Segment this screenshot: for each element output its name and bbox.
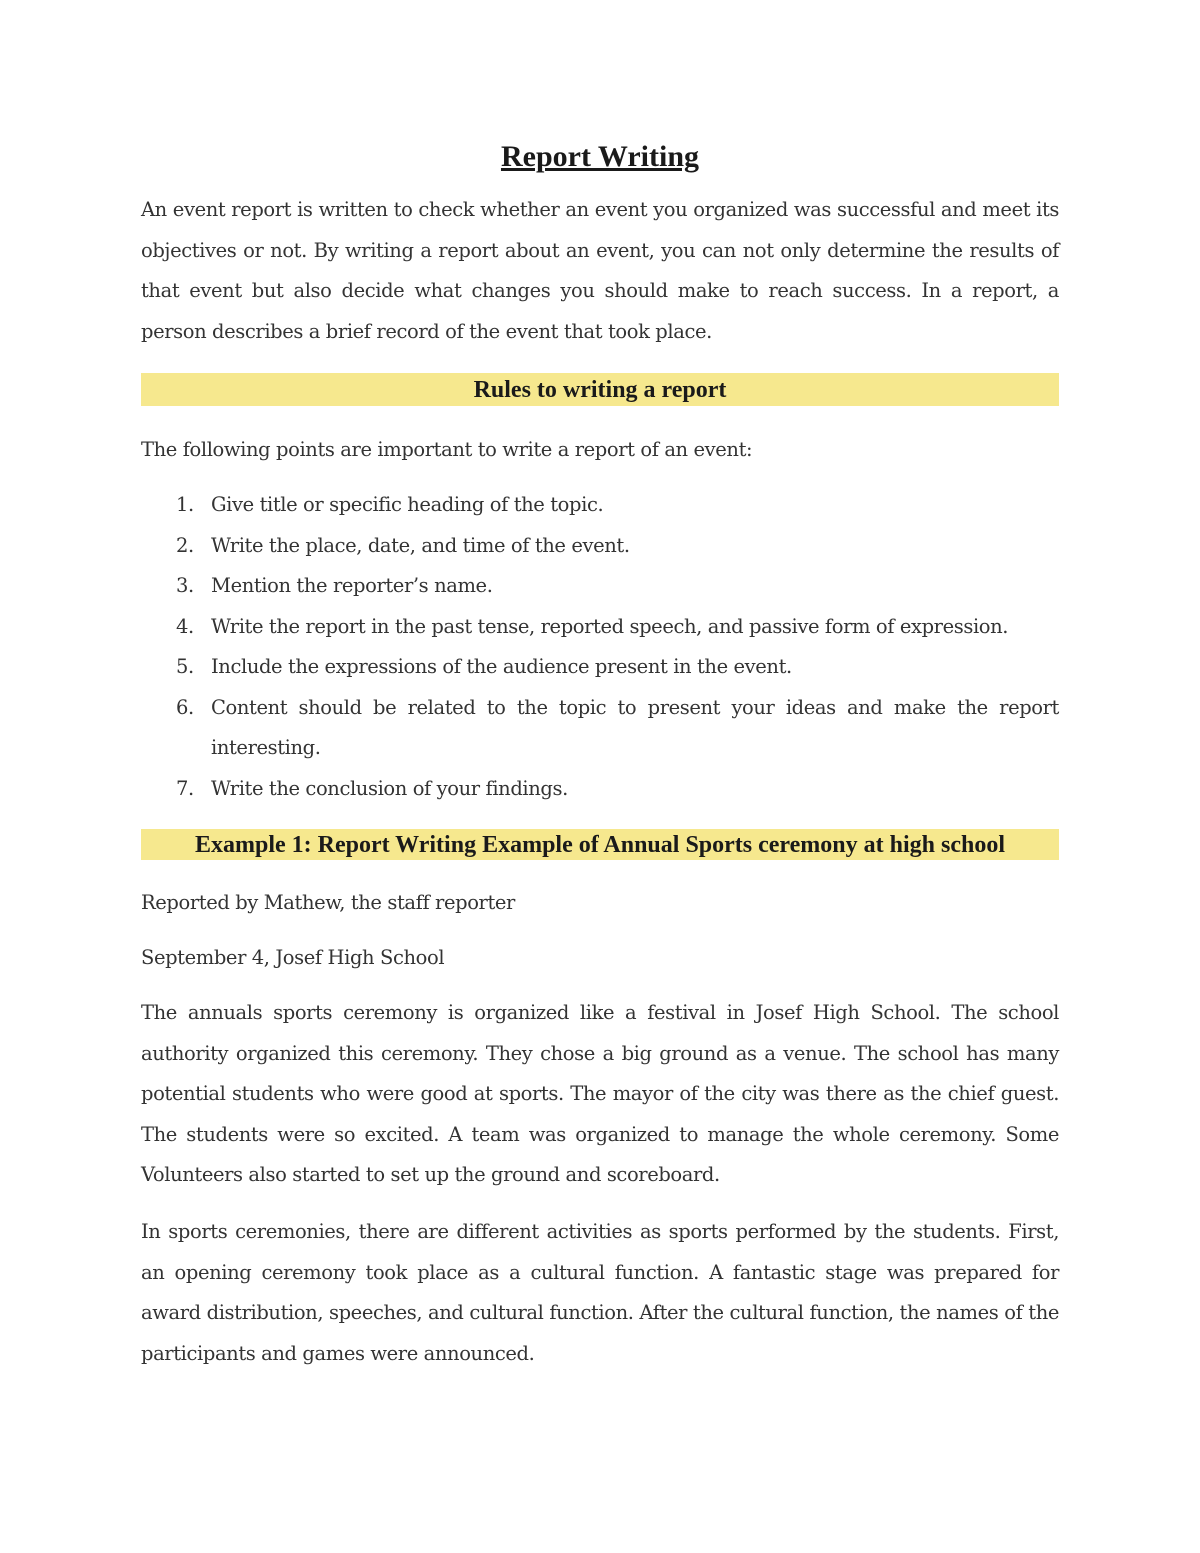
example-paragraph-2: In sports ceremonies, there are different activities as sports performed by the students. First, an opening ceremony took place as a cultural function. A fantastic stage was prepared for award distribution, speeches, and cultural function. After the cultural function, the names of the participants and games were announced. — [141, 1220, 1059, 1365]
list-number: 1. — [176, 493, 194, 516]
list-item — [141, 485, 1059, 526]
example-heading: Example 1: Report Writing Example of Annual Sports ceremony at high school — [141, 829, 1059, 860]
list-item — [141, 526, 1059, 567]
list-text: Mention the reporter’s name. — [211, 574, 493, 597]
list-number: 4. — [176, 614, 194, 638]
list-number: 2. — [176, 533, 194, 557]
list-item — [141, 688, 1059, 769]
dateline: September 4, Josef High School — [141, 946, 445, 969]
document-title: Report Writing — [500, 140, 700, 173]
list-item — [141, 769, 1059, 810]
list-text: Content should be related to the topic to present your ideas and make the report interesting. — [211, 695, 1059, 759]
intro-paragraph: An event report is written to check whether an event you organized was successful and meet its objectives or not. By writing a report about an event, you can not only determine the results of that event but also decide what changes you should make to reach success. In a report, a person describes a brief record of the event that took place. — [141, 198, 1059, 343]
list-number: 6. — [176, 695, 194, 719]
list-item — [141, 647, 1059, 688]
list-text: Write the conclusion of your findings. — [211, 776, 568, 800]
list-number: 7. — [176, 776, 194, 800]
rules-list — [141, 485, 1059, 809]
list-item — [141, 607, 1059, 648]
list-text: Write the report in the past tense, reported speech, and passive form of expression. — [211, 614, 1009, 638]
list-text: Give title or specific heading of the topic. — [211, 493, 604, 516]
list-text: Write the place, date, and time of the event. — [211, 533, 630, 557]
list-item — [141, 566, 1059, 607]
rules-intro: The following points are important to write a report of an event: — [141, 438, 753, 461]
list-number: 5. — [176, 655, 194, 678]
rules-heading: Rules to writing a report — [141, 373, 1059, 406]
list-text: Include the expressions of the audience present in the event. — [211, 655, 792, 678]
example-paragraph-1: The annuals sports ceremony is organized like a festival in Josef High School. The school authority organized this ceremony. They chose a big ground as a venue. The school has many potential students who were good at sports. The mayor of the city was there as the chief guest. The students were so excited. A team was organized to manage the whole ceremony. Some Volunteers also started to set up the ground and scoreboard. — [141, 1001, 1059, 1186]
list-number: 3. — [176, 574, 194, 597]
byline: Reported by Mathew, the staff reporter — [141, 891, 515, 914]
